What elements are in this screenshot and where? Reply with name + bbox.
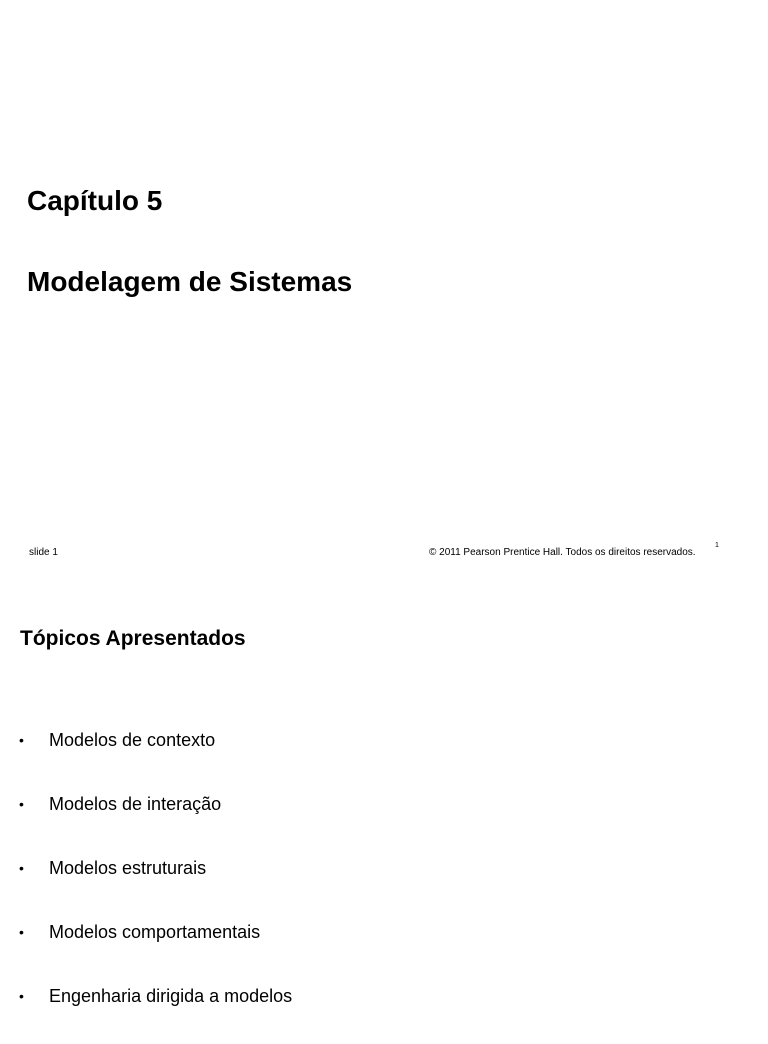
topics-heading: Tópicos Apresentados (20, 627, 246, 650)
copyright-notice: © 2011 Pearson Prentice Hall. Todos os direitos reservados. (429, 547, 696, 558)
slide-2 (0, 580, 768, 1024)
topic-label: Modelos estruturais (49, 858, 207, 878)
bullet-icon: • (19, 796, 24, 812)
chapter-heading: Capítulo 5 (27, 185, 163, 216)
bullet-icon: • (19, 860, 24, 876)
topic-label: Engenharia dirigida a modelos (49, 986, 293, 1006)
slide-number: 1 (715, 542, 719, 549)
bullet-icon: • (19, 988, 24, 1004)
slide-title: Modelagem de Sistemas (27, 266, 353, 297)
topic-label: Modelos de contexto (49, 730, 216, 750)
bullet-icon: • (19, 924, 24, 940)
bullet-icon: • (19, 732, 24, 748)
topic-label: Modelos comportamentais (49, 922, 261, 942)
slide-label: slide 1 (29, 547, 58, 558)
topic-label: Modelos de interação (49, 794, 222, 814)
